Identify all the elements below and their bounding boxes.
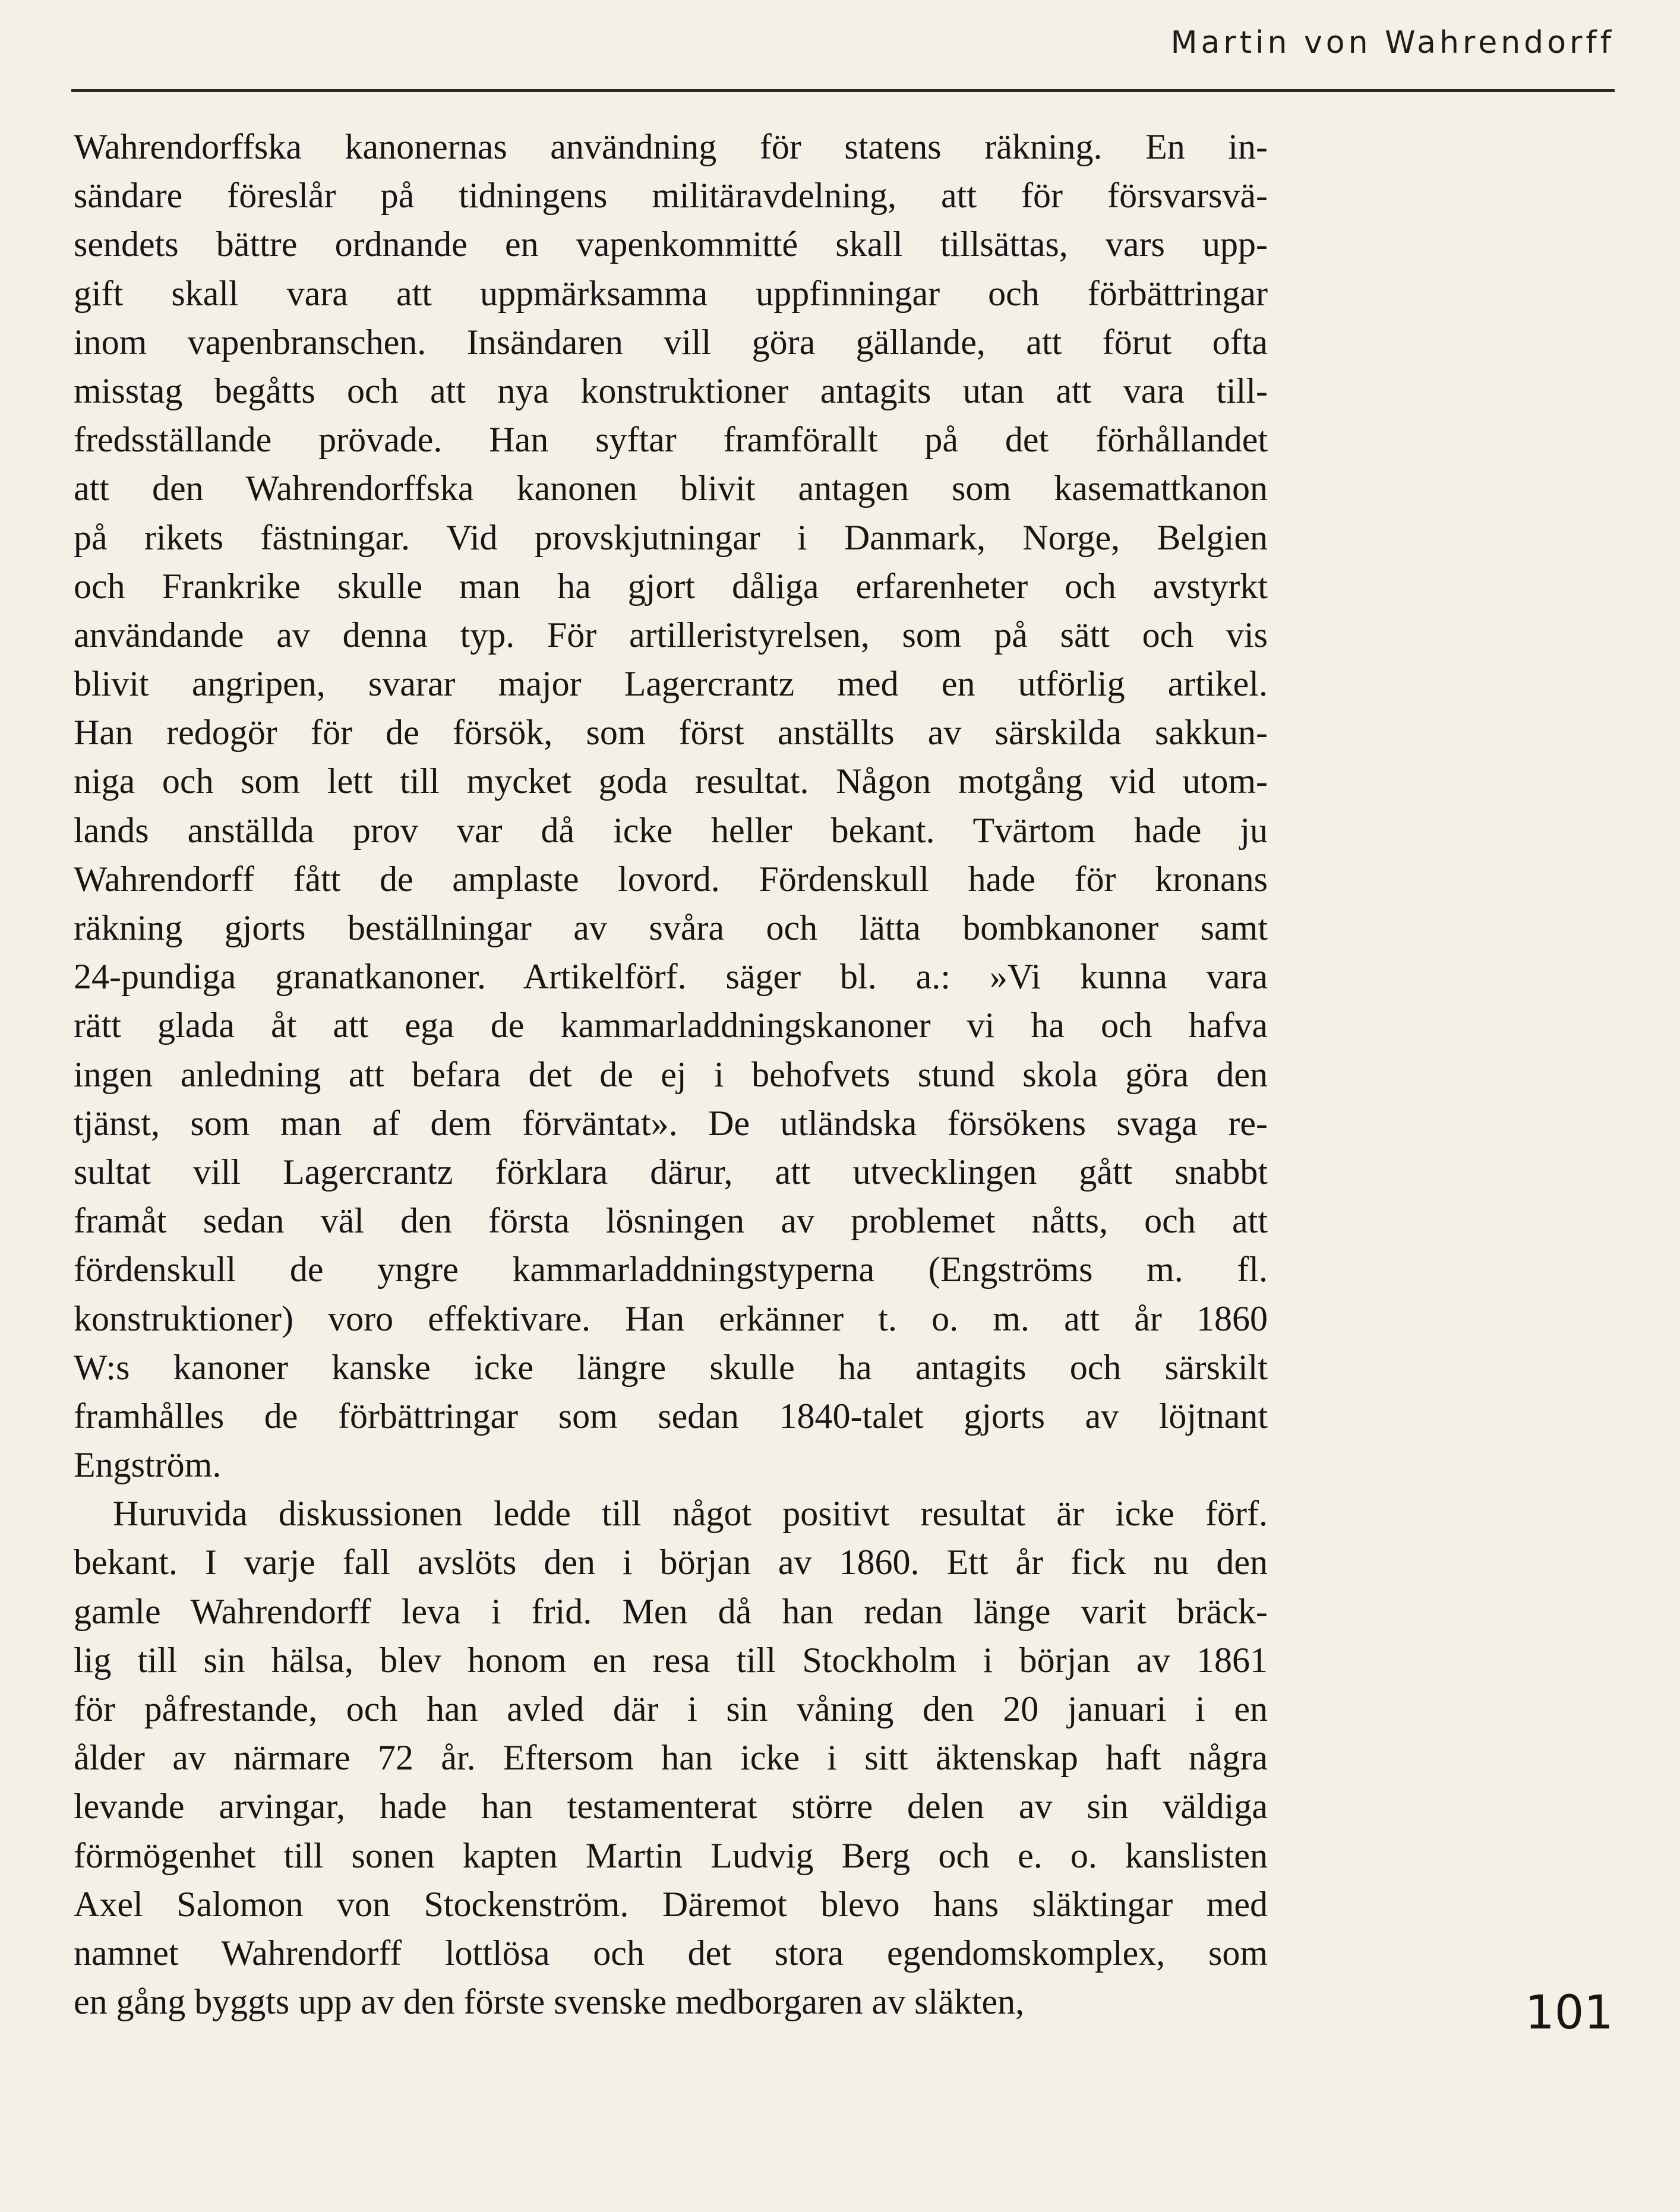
text-line: ålder av närmare 72 år. Eftersom han icke i sitt äktenskap haft några xyxy=(74,1738,1268,1778)
text-line: bekant. I varje fall avslöts den i början av 1860. Ett år fick nu den xyxy=(74,1543,1268,1582)
text-line: för påfrestande, och han avled där i sin våning den 20 januari i en xyxy=(74,1689,1268,1728)
text-line: 24-pundiga granatkanoner. Artikelförf. säger bl. a.: »Vi kunna vara xyxy=(74,957,1268,997)
text-line: Engström. xyxy=(74,1445,222,1485)
text-line: ingen anledning att befara det de ej i behofvets stund skola göra den xyxy=(74,1054,1268,1094)
text-line: på rikets fästningar. Vid provskjutningar i Danmark, Norge, Belgien xyxy=(74,517,1268,557)
text-line: sändare föreslår på tidningens militäravdelning, att för försvarsvä- xyxy=(74,176,1268,216)
text-line: förmögenhet till sonen kapten Martin Ludvig Berg och e. o. kanslisten xyxy=(74,1835,1268,1875)
header-rule xyxy=(71,89,1615,92)
text-line: lands anställda prov var då icke heller bekant. Tvärtom hade ju xyxy=(74,810,1268,850)
paragraph xyxy=(74,1489,1268,2026)
text-line: namnet Wahrendorff lottlösa och det stora egendomskomplex, som xyxy=(74,1933,1268,1973)
paragraph xyxy=(74,122,1268,1489)
text-line: inom vapenbranschen. Insändaren vill göra gällande, att förut ofta xyxy=(74,322,1268,362)
text-line: niga och som lett till mycket goda resultat. Någon motgång vid utom- xyxy=(74,761,1268,801)
text-line: misstag begåtts och att nya konstruktioner antagits utan att vara till- xyxy=(74,371,1268,410)
text-line: levande arvingar, hade han testamenterat större delen av sin väldiga xyxy=(74,1787,1268,1827)
text-line: Wahrendorffska kanonernas användning för statens räkning. En in- xyxy=(74,127,1268,166)
text-line: räkning gjorts beställningar av svåra och lätta bombkanoner samt xyxy=(74,908,1268,947)
text-line: Axel Salomon von Stockenström. Däremot blevo hans släktingar med xyxy=(74,1884,1268,1924)
text-line: gamle Wahrendorff leva i frid. Men då han redan länge varit bräck- xyxy=(74,1591,1268,1631)
body-text xyxy=(74,122,1268,2026)
text-line: att den Wahrendorffska kanonen blivit antagen som kasemattkanon xyxy=(74,469,1268,508)
text-line: W:s kanoner kanske icke längre skulle ha antagits och särskilt xyxy=(74,1347,1268,1387)
text-line: tjänst, som man af dem förväntat». De utländska försökens svaga re- xyxy=(74,1103,1268,1143)
text-line: Wahrendorff fått de amplaste lovord. Fördenskull hade för kronans xyxy=(74,859,1268,899)
text-line: rätt glada åt att ega de kammarladdningskanoner vi ha och hafva xyxy=(74,1006,1268,1045)
text-line: fördenskull de yngre kammarladdningstyperna (Engströms m. fl. xyxy=(74,1250,1268,1290)
text-line: sendets bättre ordnande en vapenkommitté skall tillsättas, vars upp- xyxy=(74,225,1268,264)
text-line: en gång byggts upp av den förste svenske medborgaren av släkten, xyxy=(74,1982,1025,2022)
text-line: fredsställande prövade. Han syftar framförallt på det förhållandet xyxy=(74,420,1268,460)
text-line: konstruktioner) voro effektivare. Han erkänner t. o. m. att år 1860 xyxy=(74,1298,1268,1338)
running-head-title: Martin von Wahrendorff xyxy=(1170,25,1615,61)
text-line: gift skall vara att uppmärksamma uppfinningar och förbättringar xyxy=(74,273,1268,313)
text-line: framhålles de förbättringar som sedan 1840-talet gjorts av löjtnant xyxy=(74,1396,1268,1436)
text-line: användande av denna typ. För artilleristyrelsen, som på sätt och vis xyxy=(74,615,1268,655)
text-line: lig till sin hälsa, blev honom en resa till Stockholm i början av 1861 xyxy=(74,1640,1268,1680)
text-line: och Frankrike skulle man ha gjort dåliga erfarenheter och avstyrkt xyxy=(74,566,1268,606)
text-line: blivit angripen, svarar major Lagercrantz med en utförlig artikel. xyxy=(74,664,1268,704)
text-line: Han redogör för de försök, som först anställts av särskilda sakkun- xyxy=(74,713,1268,753)
page-number: 101 xyxy=(1525,1986,1613,2040)
text-line: framåt sedan väl den första lösningen av problemet nåtts, och att xyxy=(74,1201,1268,1241)
text-line: Huruvida diskussionen ledde till något positivt resultat är icke förf. xyxy=(113,1494,1268,1534)
text-line: sultat vill Lagercrantz förklara därur, att utvecklingen gått snabbt xyxy=(74,1152,1268,1192)
